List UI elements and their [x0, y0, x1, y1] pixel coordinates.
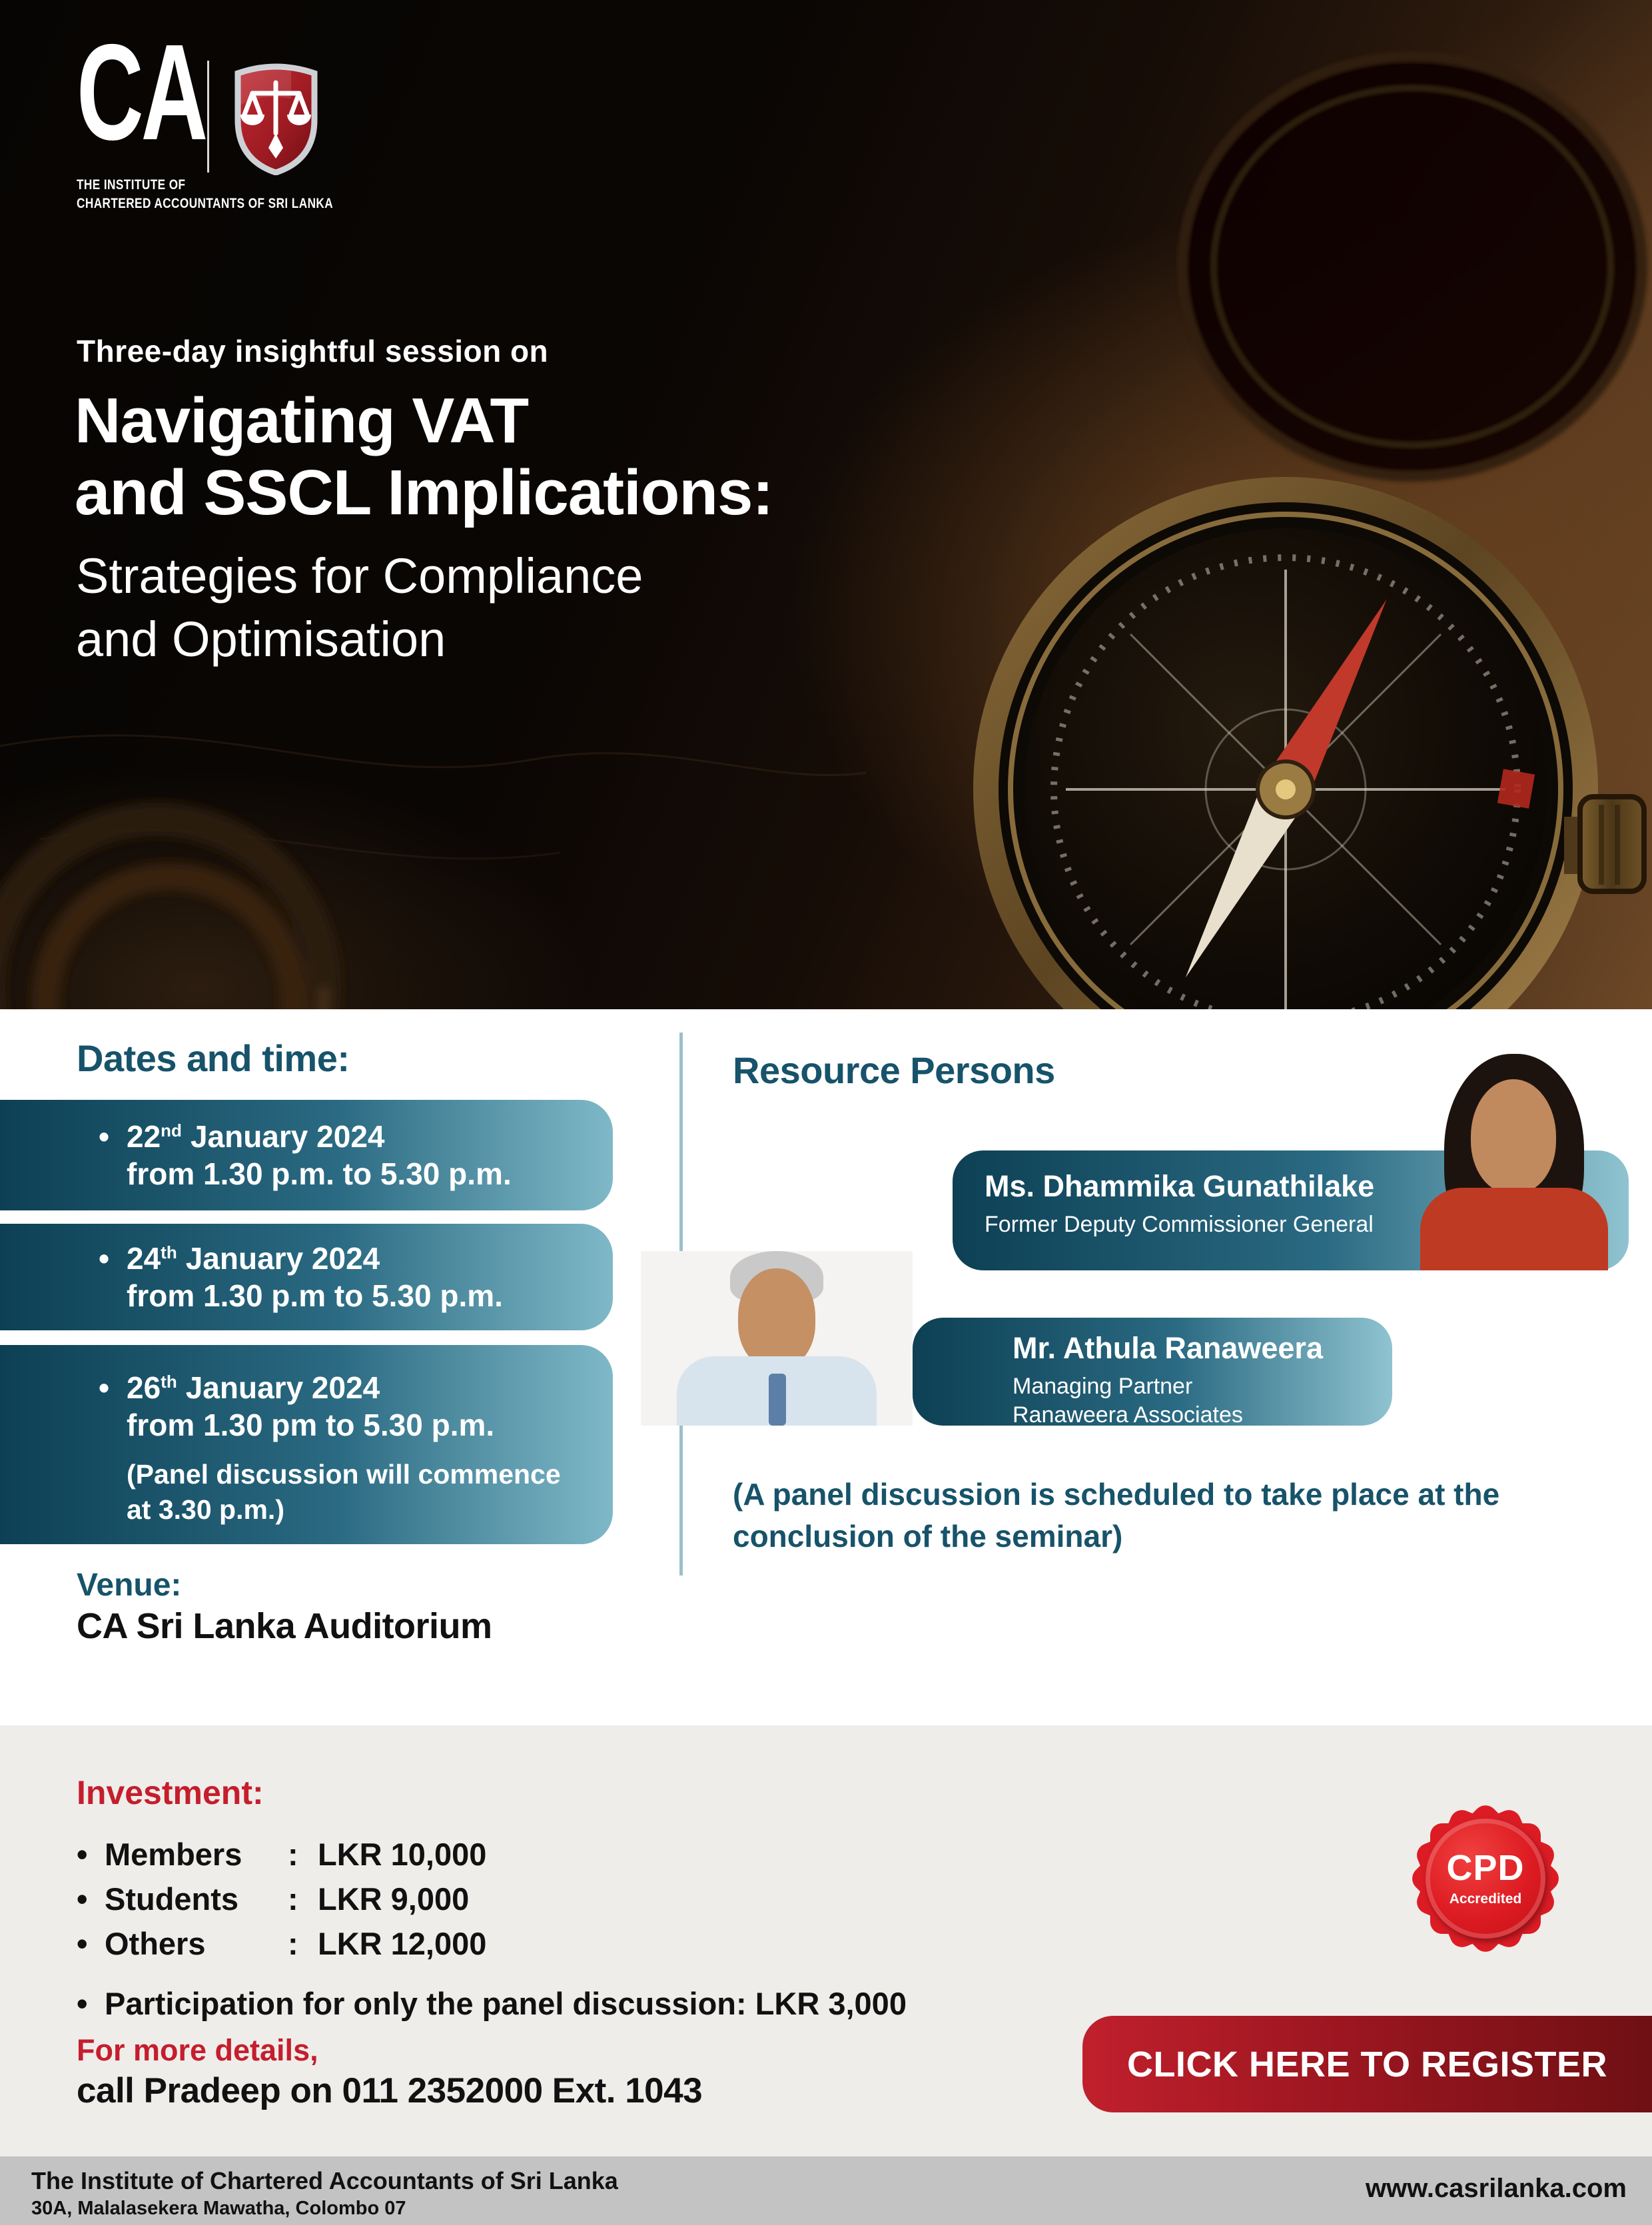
- investment-panel-only-row: [77, 1985, 907, 2022]
- more-details-label: For more details,: [77, 2033, 318, 2067]
- date-month-year: January 2024: [190, 1118, 385, 1154]
- date-line: [99, 1369, 613, 1406]
- footer-website-link[interactable]: www.casrilanka.com: [1365, 2174, 1627, 2203]
- footer-address: 30A, Malalasekera Mawatha, Colombo 07: [31, 2198, 406, 2219]
- compass-lid: [1182, 57, 1642, 476]
- event-title-line1: Navigating VAT: [75, 385, 529, 456]
- date-day: 22: [127, 1118, 161, 1154]
- date-ordinal: th: [161, 1372, 177, 1392]
- date-ordinal: nd: [161, 1120, 182, 1140]
- event-subtitle-line2: and Optimisation: [76, 611, 446, 667]
- date-month-year: January 2024: [185, 1370, 380, 1405]
- investment-row-others: [77, 1925, 486, 1962]
- row-value: LKR 12,000: [318, 1926, 487, 1961]
- bullet: •: [77, 1986, 88, 2021]
- date-card-26-january: [0, 1345, 613, 1544]
- panel-discussion-note: [733, 1474, 1619, 1558]
- event-tagline: Three-day insightful session on: [77, 334, 549, 368]
- person-role: Managing Partner: [1013, 1374, 1193, 1399]
- rope-decoration: [0, 819, 324, 1009]
- footer-bar: [0, 2156, 1652, 2225]
- event-subtitle-line1: Strategies for Compliance: [76, 548, 643, 604]
- photo-face: [1471, 1079, 1556, 1194]
- bullet: •: [99, 1240, 110, 1276]
- resource-persons-heading: Resource Persons: [733, 1049, 1055, 1091]
- cpd-accredited-badge: [1407, 1800, 1564, 1957]
- logo-divider: [207, 61, 209, 173]
- bullet: •: [77, 1881, 88, 1917]
- investment-heading: Investment:: [77, 1774, 264, 1811]
- date-card-24-january: [0, 1224, 613, 1330]
- date-day: 24: [127, 1240, 161, 1276]
- person-name: Mr. Athula Ranaweera: [1013, 1331, 1323, 1365]
- venue-label: Venue:: [77, 1567, 182, 1603]
- person-company: Ranaweera Associates: [1013, 1402, 1243, 1428]
- person-name: Ms. Dhammika Gunathilake: [985, 1169, 1375, 1203]
- cpd-title: CPD: [1446, 1848, 1525, 1888]
- date-line: [99, 1118, 613, 1155]
- compass-face: [986, 490, 1585, 1009]
- event-title: [75, 385, 773, 528]
- date-month-year: January 2024: [185, 1240, 380, 1276]
- row-colon: :: [288, 1926, 298, 1961]
- dates-heading: Dates and time:: [77, 1037, 350, 1079]
- photo-face: [738, 1268, 815, 1368]
- logo-ca-text: CA: [77, 16, 206, 169]
- investment-row-members: [77, 1836, 486, 1873]
- date-line: [99, 1240, 613, 1277]
- cpd-subtitle: Accredited: [1449, 1891, 1522, 1907]
- logo-shield-icon: [231, 59, 321, 179]
- date-time: from 1.30 p.m to 5.30 p.m.: [127, 1278, 503, 1313]
- photo-tie: [769, 1374, 786, 1426]
- event-subtitle: [76, 545, 643, 671]
- contact-phone-line: call Pradeep on 011 2352000 Ext. 1043: [77, 2071, 703, 2110]
- date-time: from 1.30 p.m. to 5.30 p.m.: [127, 1156, 512, 1191]
- panel-only-text: Participation for only the panel discussion: LKR 3,000: [105, 1986, 907, 2021]
- person-bar-athula: [913, 1318, 1392, 1426]
- date-day: 26: [127, 1370, 161, 1405]
- panel-note-line2: conclusion of the seminar): [733, 1519, 1123, 1554]
- bullet: •: [77, 1926, 88, 1961]
- date-ordinal: th: [161, 1242, 177, 1262]
- panel-note-line1: (A panel discussion is scheduled to take place at the: [733, 1477, 1500, 1512]
- row-value: LKR 9,000: [318, 1881, 470, 1917]
- photo-dhammika-gunathilake: [1412, 1054, 1615, 1270]
- date-card-22-january: [0, 1100, 613, 1210]
- hero-section: [0, 0, 1652, 1009]
- photo-athula-ranaweera: [641, 1251, 913, 1426]
- venue-name: CA Sri Lanka Auditorium: [77, 1606, 492, 1646]
- row-colon: :: [288, 1837, 298, 1872]
- row-label: Members: [105, 1837, 242, 1872]
- row-colon: :: [288, 1881, 298, 1917]
- event-title-line2: and SSCL Implications:: [75, 456, 773, 528]
- bullet: •: [99, 1370, 110, 1405]
- bullet: •: [99, 1118, 110, 1154]
- investment-row-students: [77, 1881, 469, 1917]
- bullet: •: [77, 1837, 88, 1872]
- logo-institute-line1: THE INSTITUTE OF: [77, 177, 186, 193]
- photo-body: [1420, 1188, 1608, 1270]
- row-value: LKR 10,000: [318, 1837, 487, 1872]
- date-time: from 1.30 pm to 5.30 p.m.: [127, 1408, 495, 1443]
- badge-circle: [1426, 1819, 1545, 1939]
- person-role: Former Deputy Commissioner General: [985, 1212, 1374, 1237]
- row-label: Students: [105, 1881, 239, 1917]
- logo-institute-line2: CHARTERED ACCOUNTANTS OF SRI LANKA: [77, 196, 334, 211]
- footer-organisation: The Institute of Chartered Accountants of Sri Lanka: [31, 2167, 618, 2194]
- row-label: Others: [105, 1926, 206, 1961]
- register-button[interactable]: CLICK HERE TO REGISTER: [1082, 2016, 1652, 2112]
- panel-commence-note: (Panel discussion will commence at 3.30 p.m.): [127, 1459, 561, 1525]
